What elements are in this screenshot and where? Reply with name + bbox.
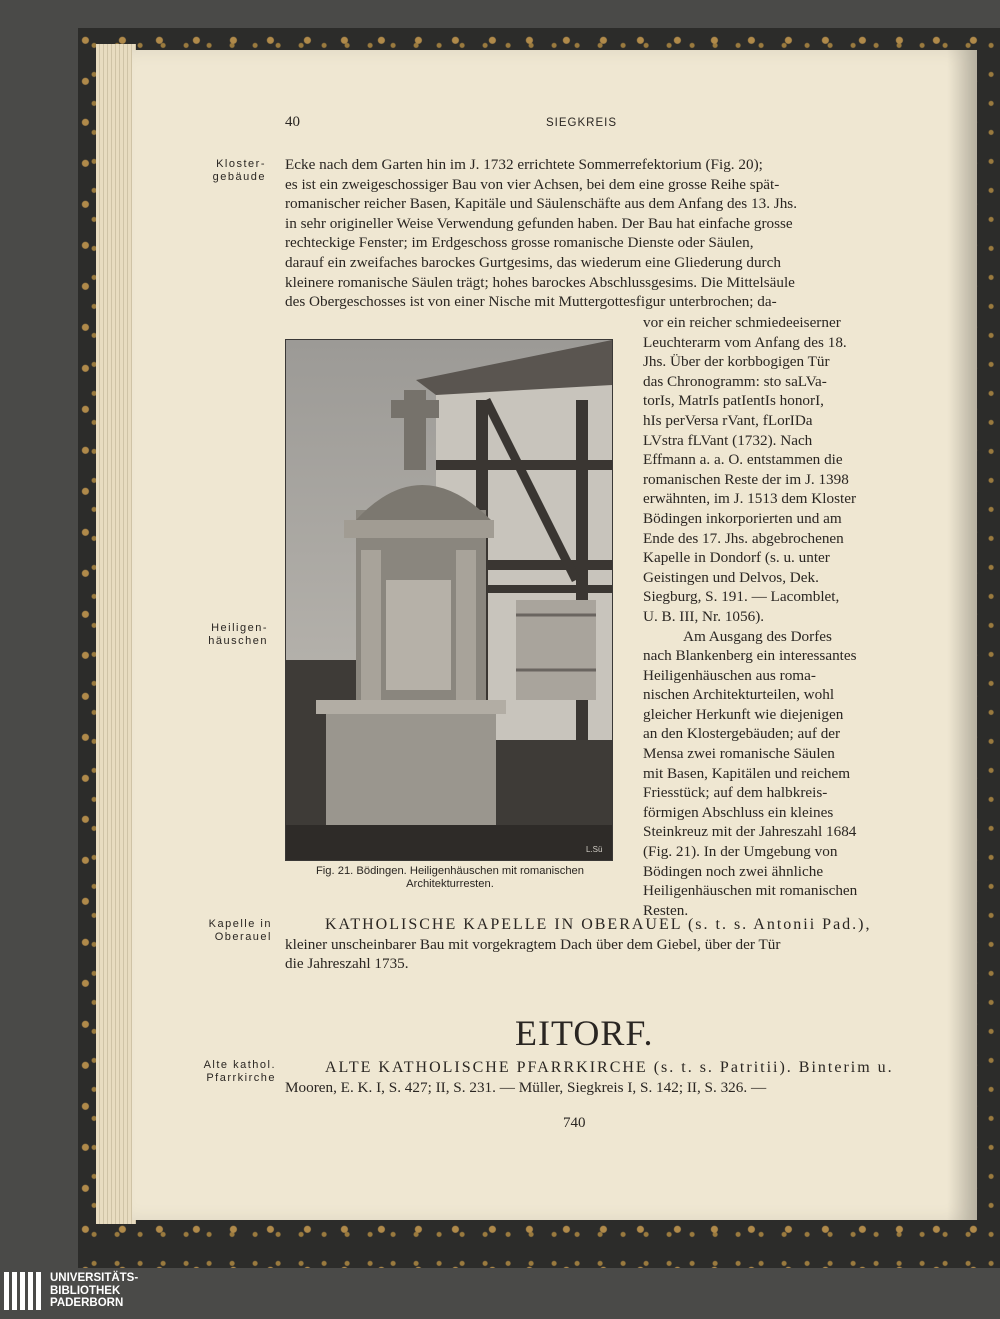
text-line: romanischer reicher Basen, Kapitäle und Säulenschäfte aus dem Anfang des 13. Jhs. bbox=[285, 195, 797, 213]
photo-signature: L.Sü bbox=[586, 845, 603, 854]
heiligenhaeuschen-illustration bbox=[286, 340, 612, 860]
text-line: Siegburg, S. 191. — Lacomblet, bbox=[643, 588, 840, 606]
text-line: die Jahreszahl 1735. bbox=[285, 955, 409, 973]
text-line: Bödingen noch zwei ähnliche bbox=[643, 862, 824, 880]
text-line: Steinkreuz mit der Jahreszahl 1684 bbox=[643, 823, 857, 841]
text-line: gleicher Herkunft wie diejenigen bbox=[643, 705, 844, 723]
logo-line: BIBLIOTHEK bbox=[50, 1284, 121, 1297]
column-paragraph bbox=[643, 313, 879, 920]
text-line: LVstra fLVant (1732). Nach bbox=[643, 431, 813, 449]
eitorf-heading: EITORF. bbox=[515, 1013, 654, 1053]
text-line: nach Blankenberg ein interessantes bbox=[643, 647, 857, 665]
footer-page-number: 740 bbox=[563, 1115, 586, 1131]
text-line: Mooren, E. K. I, S. 427; II, S. 231. — Müller, Siegkreis I, S. 142; II, S. 326. — bbox=[285, 1078, 767, 1096]
pfarrkirche-heading: ALTE KATHOLISCHE PFARRKIRCHE (s. t. s. Patritii). Binterim u. bbox=[325, 1059, 894, 1076]
text-line: Leuchterarm vom Anfang des 18. bbox=[643, 333, 847, 351]
caption-line: Architekturresten. bbox=[406, 878, 494, 890]
text-line: Jhs. Über der korbbogigen Tür bbox=[643, 353, 830, 371]
text-line: erwähnten, im J. 1513 dem Kloster bbox=[643, 490, 857, 508]
text-line: des Obergeschosses ist von einer Nische mit Muttergottesfigur unterbrochen; da- bbox=[285, 293, 777, 311]
text-line: in sehr origineller Weise Verwendung gefunden haben. Der Bau hat einfache grosse bbox=[285, 214, 793, 232]
text-line: es ist ein zweigeschossiger Bau von vier Achsen, bei dem eine grosse Reihe spät- bbox=[285, 175, 780, 193]
text-line: darauf ein zweifaches barockes Gurtgesims, das wiederum eine Gliederung durch bbox=[285, 253, 781, 271]
library-logo-icon bbox=[4, 1272, 46, 1310]
text-line: U. B. III, Nr. 1056). bbox=[643, 607, 765, 625]
text-line: Mensa zwei romanische Säulen bbox=[643, 745, 835, 763]
text-line: Bödingen inkorporierten und am bbox=[643, 509, 842, 527]
kapelle-section bbox=[285, 915, 879, 974]
text-line: kleinere romanische Säulen trägt; hohes barockes Abschlussgesims. Die Mittelsäule bbox=[285, 273, 795, 291]
text-line: romanischen Reste der im J. 1398 bbox=[643, 470, 849, 488]
margin-note-line: Oberauel bbox=[214, 931, 272, 943]
text-line: Am Ausgang des Dorfes bbox=[683, 627, 832, 645]
margin-note-line: Kapelle in bbox=[208, 918, 272, 930]
text-line: förmigen Abschluss ein kleines bbox=[643, 803, 834, 821]
viewer-footer bbox=[0, 1268, 1000, 1319]
text-line: Heiligenhäuschen mit romanischen bbox=[643, 882, 858, 900]
text-line: vor ein reicher schmiedeeiserner bbox=[643, 314, 841, 331]
text-line: Friesstück; auf dem halbkreis- bbox=[643, 784, 828, 802]
margin-note-line: Kloster- bbox=[216, 158, 266, 170]
text-line: Kapelle in Dondorf (s. u. unter bbox=[643, 549, 830, 567]
margin-note-line: gebäude bbox=[212, 171, 266, 183]
text-line: Effmann a. a. O. entstammen die bbox=[643, 451, 843, 469]
text-line: das Chronogramm: sto saLVa- bbox=[643, 372, 827, 390]
kapelle-heading: KATHOLISCHE KAPELLE IN OBERAUEL (s. t. s. Antonii Pad.), bbox=[325, 916, 872, 933]
logo-line: PADERBORN bbox=[50, 1297, 124, 1309]
running-title: SIEGKREIS bbox=[546, 117, 617, 129]
text-line: rechteckige Fenster; im Erdgeschoss grosse romanische Dienste oder Säulen, bbox=[285, 234, 754, 252]
margin-note-line: häuschen bbox=[208, 635, 268, 647]
margin-note-line: Heiligen- bbox=[211, 622, 268, 634]
spine-shadow bbox=[947, 50, 977, 1220]
text-line: nischen Architekturteilen, wohl bbox=[643, 686, 835, 704]
text-line: (Fig. 21). In der Umgebung von bbox=[643, 843, 838, 861]
opening-paragraph bbox=[285, 155, 879, 312]
text-line: hIs perVersa rVant, fLorIDa bbox=[643, 411, 813, 429]
caption-line: Fig. 21. Bödingen. Heiligenhäuschen mit romanischen bbox=[315, 865, 585, 877]
text-line: Geistingen und Delvos, Dek. bbox=[643, 568, 819, 586]
figure-caption bbox=[285, 865, 615, 891]
page-edges bbox=[96, 44, 136, 1224]
margin-note-line: Alte kathol. bbox=[203, 1059, 276, 1071]
text-line: Heiligenhäuschen aus roma- bbox=[643, 666, 816, 684]
figure-photo bbox=[285, 339, 613, 861]
text-line: kleiner unscheinbarer Bau mit vorgekragtem Dach über dem Giebel, über der Tür bbox=[285, 935, 781, 953]
text-line: Ecke nach dem Garten hin im J. 1732 errichtete Sommerrefektorium (Fig. 20); bbox=[285, 156, 763, 173]
margin-note-line: Pfarrkirche bbox=[206, 1072, 276, 1084]
page-number-header: 40 bbox=[285, 114, 300, 130]
text-line: Ende des 17. Jhs. abgebrochenen bbox=[643, 529, 844, 547]
text-line: Resten. bbox=[643, 901, 689, 919]
text-line: an den Klostergebäuden; auf der bbox=[643, 725, 841, 743]
margin-note-pfarrkirche bbox=[192, 1059, 276, 1085]
text-line: mit Basen, Kapitälen und reichem bbox=[643, 764, 851, 782]
eitorf-section bbox=[285, 1058, 894, 1097]
margin-note-klostergebaeude bbox=[196, 158, 266, 184]
logo-line: UNIVERSITÄTS- bbox=[50, 1272, 139, 1284]
library-logo-text bbox=[50, 1272, 138, 1310]
text-line: torIs, MatrIs patIentIs honorI, bbox=[643, 392, 824, 410]
margin-note-kapelle bbox=[192, 918, 272, 944]
margin-note-heiligenhaeuschen bbox=[196, 622, 268, 648]
